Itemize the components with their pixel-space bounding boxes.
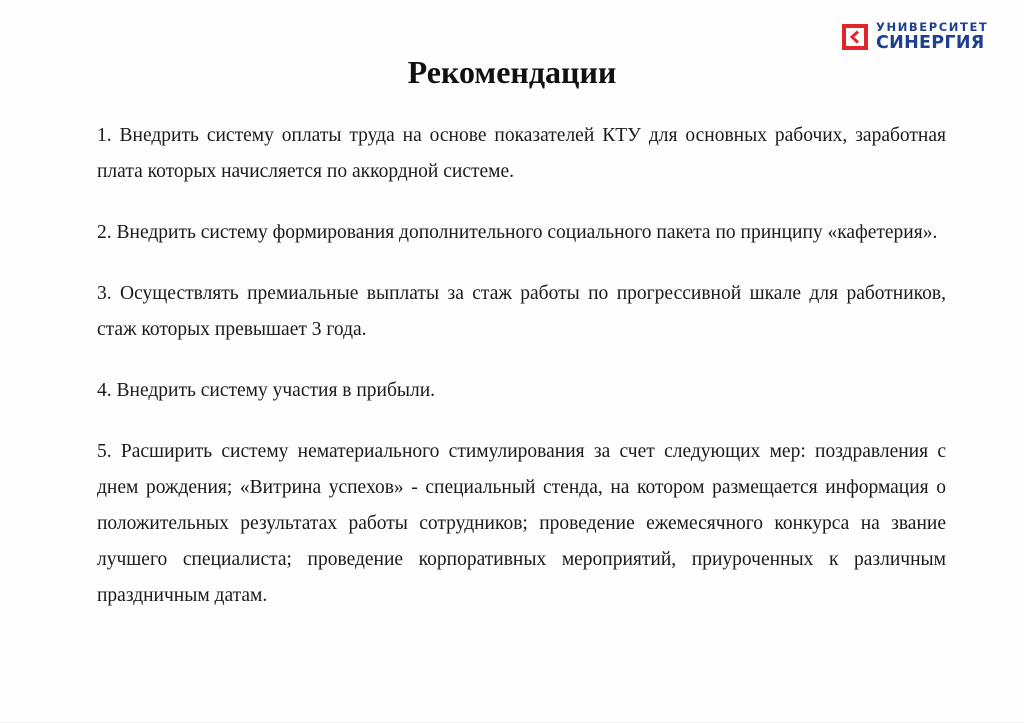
recommendation-item-2: 2. Внедрить систему формирования дополнительного социального пакета по принципу «кафетерия». [97, 222, 938, 243]
university-logo [842, 22, 988, 52]
logo-line-synergy: СИНЕРГИЯ [876, 32, 985, 53]
logo-wordmark [876, 22, 988, 52]
recommendation-item-3: 3. Осуществлять премиальные выплаты за стаж работы по прогрессивной шкале для работников, стаж которых превышает 3 года. [97, 283, 946, 340]
slide-title: Рекомендации [407, 54, 617, 90]
recommendation-item-4: 4. Внедрить систему участия в прибыли. [97, 380, 436, 401]
recommendations-list [97, 118, 946, 639]
recommendation-item-1: 1. Внедрить систему оплаты труда на основе показателей КТУ для основных рабочих, заработная плата которых начисляется по аккордной системе. [97, 125, 946, 182]
logo-line-university: УНИВЕРСИТЕТ [876, 20, 989, 34]
recommendation-item-5: 5. Расширить систему нематериального стимулирования за счет следующих мер: поздравления с днем рождения; «Витрина успехов» - специальный стенда, на котором размещается информация о положительных результатах работы сотрудников; проведение ежемесячного конкурса на звание лучшего специалиста; проведение корпоративных мероприятий, приуроченных к различным праздничным датам. [97, 441, 946, 606]
chevron-left-in-square-icon [842, 24, 868, 50]
